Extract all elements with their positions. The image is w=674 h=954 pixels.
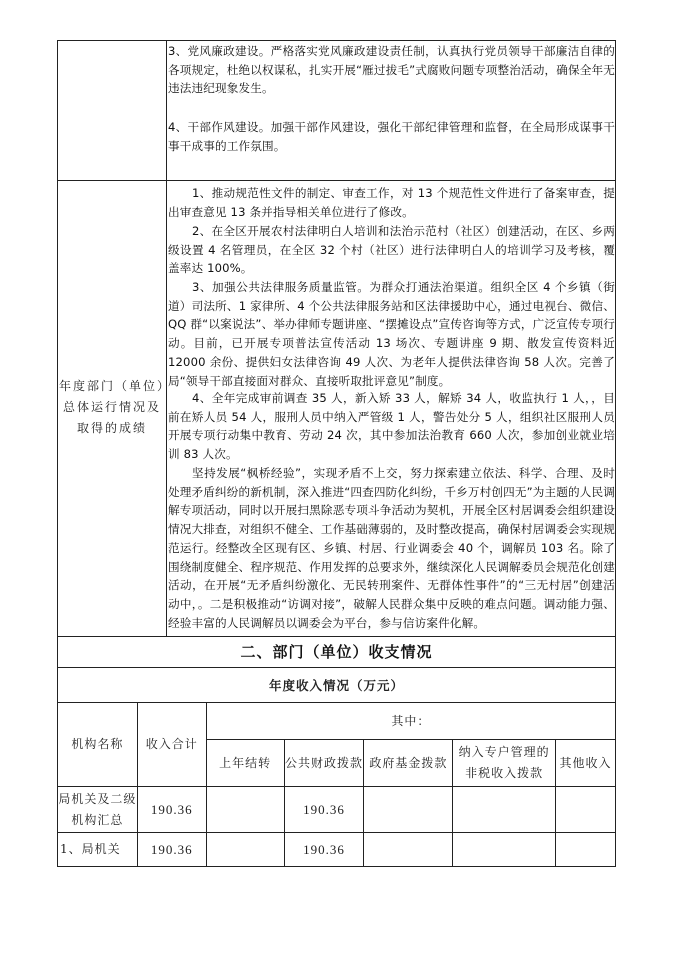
header-non-tax: 纳入专户管理的非税收入拨款 [453, 740, 556, 787]
carry-over-cell [206, 787, 284, 833]
achievement-paragraph-5: 坚持发展“枫桥经验”，实现矛盾不上交，努力探索建立依法、科学、合理、及时处理矛盾纠纷的新机制，深入推进“四查四防化纠纷，千乡万村创四无”为主题的人民调解专项活动，同时以开展扫黑除恶专项斗争活动为契机，开展全区村居调委会组织建设情况大排查，对组织不健全、工作基础薄弱的，及时整改提高，确保村居调委会实现规范运行。经整改全区现有区、乡镇、村居、行业调委会 40 个，调解员 103 名。除了围绕制度健全、程序规范、作用发挥的总要求外，继续深化人民调解委员会规范化创建活动，在开展“无矛盾纠纷激化、无民转刑案件、无群体性事件”的“三无村居”创建活动中，。二是积极推动“访调对接”，破解人民群众集中反映的难点问题。调动能力强、经验丰富的人民调解员以调委会为平台，参与信访案件化解。 [168, 466, 615, 630]
header-carry-over: 上年结转 [206, 740, 284, 787]
achievement-paragraph-2: 2、在全区开展农村法律明白人培训和法治示范村（社区）创建活动，在区、乡两级设置 4 名管理员，在全区 32 个村（社区）进行法律明白人的培训学习及考核，覆盖率达 100%。 [168, 224, 615, 276]
org-name-cell: 局机关及二级机构汇总 [58, 787, 138, 833]
achievement-paragraph-1: 1、推动规范性文件的制定、审查工作，对 13 个规范性文件进行了备案审查，提出审查意见 13 条并指导相关单位进行了修改。 [168, 186, 615, 219]
gov-fund-cell [364, 833, 453, 867]
public-finance-cell: 190.36 [284, 787, 364, 833]
header-org-name: 机构名称 [58, 703, 138, 787]
total-cell: 190.36 [137, 833, 206, 867]
row-label: 年度部门（单位）总体运行情况及取得的成绩 [58, 379, 165, 435]
income-subtitle: 年度收入情况（万元） [58, 668, 616, 703]
table-row [58, 787, 616, 833]
public-finance-cell: 190.36 [284, 833, 364, 867]
income-table [57, 667, 616, 867]
header-total: 收入合计 [137, 703, 206, 787]
achievement-paragraph-4: 4、全年完成审前调查 35 人，新入矫 33 人，解矫 34 人，收监执行 1 人，，目前在矫人员 54 人，服刑人员中纳入严管级 1 人，警告处分 5 人，组织社区服刑人员开展专项行动集中教育、劳动 24 次，其中参加法治教育 660 人次，参加创业就业培训 83 人次。 [168, 391, 615, 462]
row-divider [57, 180, 616, 181]
section-title: 二、部门（单位）收支情况 [57, 636, 616, 668]
cadre-style-paragraph: 4、干部作风建设。加强干部作风建设，强化干部纪律管理和监督，在全局形成谋事干事干成事的工作氛围。 [168, 120, 615, 153]
column-divider [166, 40, 167, 636]
header-of-which: 其中： [206, 703, 615, 740]
table-row [58, 833, 616, 867]
other-income-cell [556, 833, 616, 867]
carry-over-cell [206, 833, 284, 867]
header-other-income: 其他收入 [556, 740, 616, 787]
achievement-paragraph-3: 3、加强公共法律服务质量监管。为群众打通法治渠道。组织全区 4 个乡镇（街道）司法所、1 家律所、4 个公共法律服务站和区法律援助中心，通过电视台、微信、QQ 群“以案说法”、举办律师专题讲座、“摆摊设点”宣传咨询等方式，广泛宣传专项行动。目前，已开展专项普法宣传活动 13 场次、专题讲座 9 期、散发宣传资料近 12000 余份、提供妇女法律咨询 49 人次、为老年人提供法律咨询 58 人次。完善了局“领导干部直接面对群众、直接听取批评意见”制度。 [168, 280, 615, 388]
party-conduct-paragraph: 3、党风廉政建设。严格落实党风廉政建设责任制，认真执行党员领导干部廉洁自律的各项规定，杜绝以权谋私，扎实开展“雁过拔毛”式腐败问题专项整治活动，确保全年无违法违纪现象发生。 [168, 44, 615, 96]
other-income-cell [556, 787, 616, 833]
header-public-finance: 公共财政拨款 [284, 740, 364, 787]
non-tax-cell [453, 833, 556, 867]
gov-fund-cell [364, 787, 453, 833]
header-gov-fund: 政府基金拨款 [364, 740, 453, 787]
total-cell: 190.36 [137, 787, 206, 833]
non-tax-cell [453, 787, 556, 833]
org-name-cell: 1、局机关 [58, 833, 138, 867]
